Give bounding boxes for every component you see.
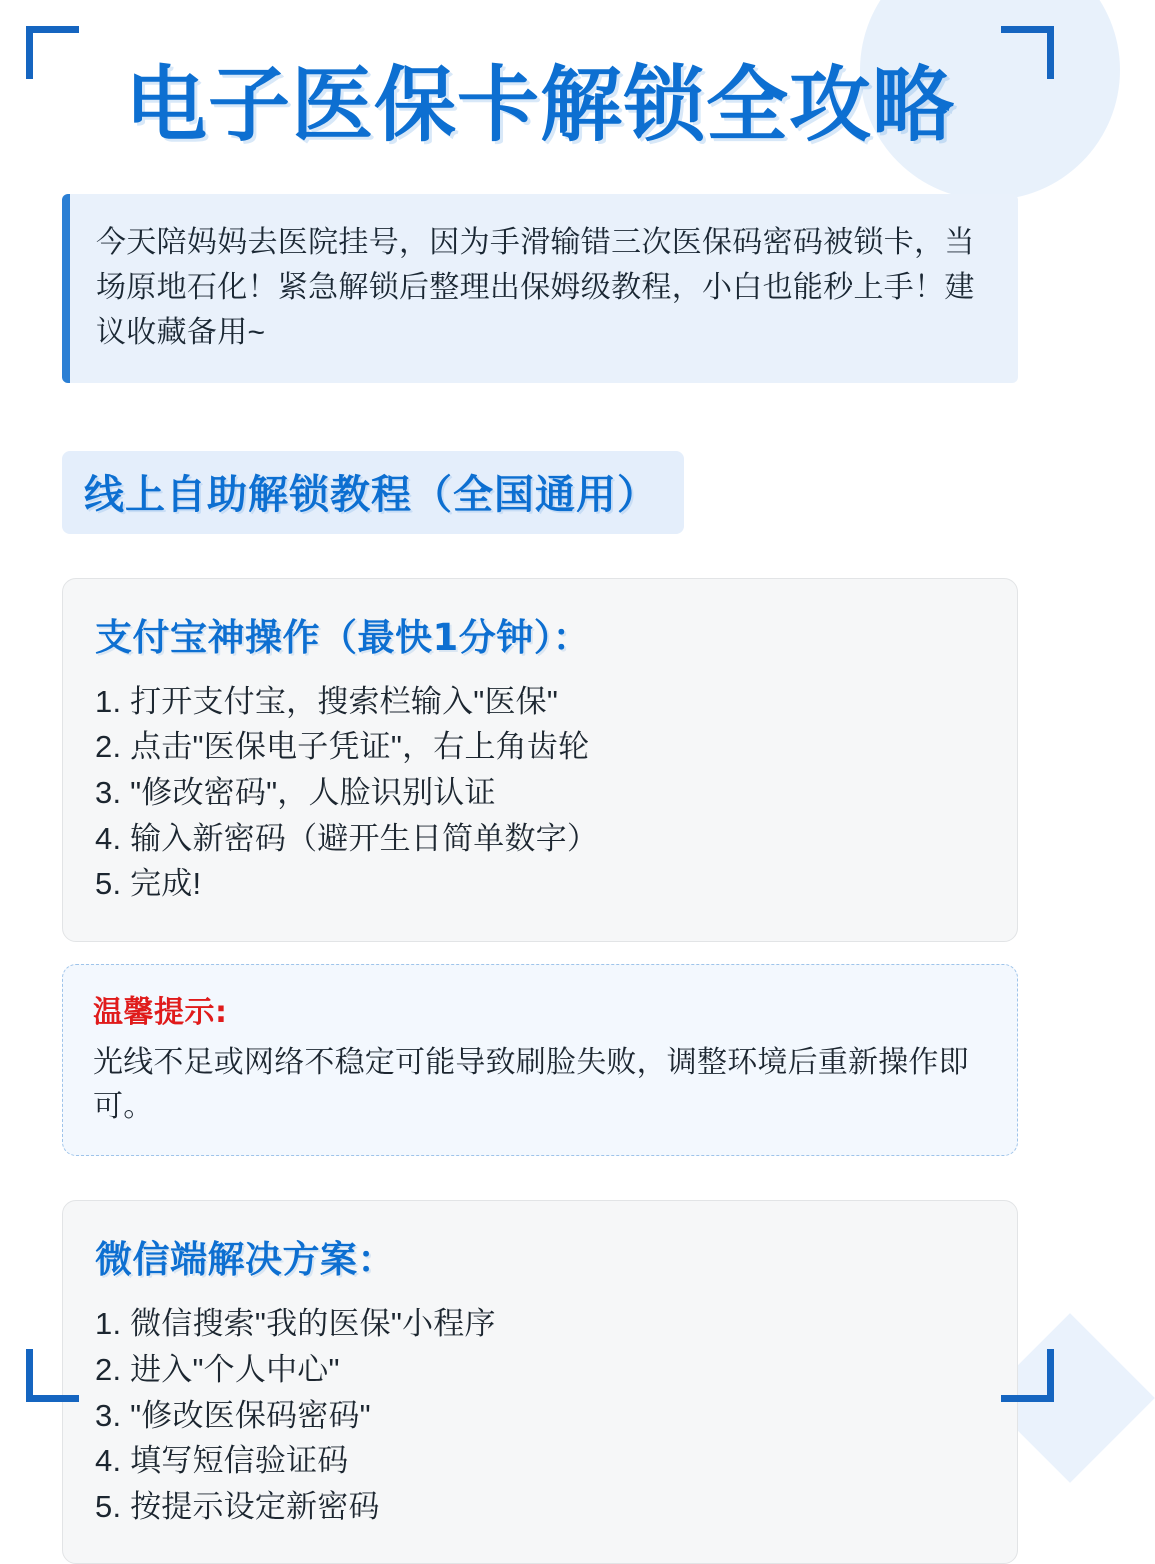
list-item: 2. 进入"个人中心" [95, 1351, 340, 1387]
list-item: 2. 点击"医保电子凭证"，右上角齿轮 [95, 729, 590, 765]
wechat-steps-list [95, 1301, 985, 1529]
list-item: 3. "修改医保码密码" [95, 1397, 371, 1433]
corner-bracket-top-right [1001, 26, 1054, 79]
list-item: 1. 微信搜索"我的医保"小程序 [95, 1306, 496, 1342]
tip-label: 温馨提示: [93, 994, 228, 1030]
list-item: 4. 输入新密码（避开生日简单数字） [95, 820, 599, 856]
wechat-card [62, 1200, 1018, 1564]
corner-bracket-bottom-right [1001, 1349, 1054, 1402]
wechat-card-title: 微信端解决方案： [95, 1238, 395, 1282]
alipay-card [62, 578, 1018, 942]
alipay-steps-list [95, 679, 985, 907]
intro-paragraph: 今天陪妈妈去医院挂号，因为手滑输错三次医保码密码被锁卡，当场原地石化！紧急解锁后整理出保姆级教程，小白也能秒上手！建议收藏备用~ [62, 194, 1018, 383]
section-heading-container [62, 451, 684, 534]
list-item: 5. 按提示设定新密码 [95, 1488, 380, 1524]
list-item: 4. 填写短信验证码 [95, 1443, 349, 1479]
section-heading: 线上自助解锁教程（全国通用） [84, 471, 658, 518]
page-title: 电子医保卡解锁全攻略 [124, 58, 955, 153]
alipay-card-title: 支付宝神操作（最快1分钟）： [95, 615, 591, 659]
list-item: 3. "修改密码"，人脸识别认证 [95, 774, 496, 810]
corner-bracket-bottom-left [26, 1349, 79, 1402]
tip-text: 光线不足或网络不稳定可能导致刷脸失败，调整环境后重新操作即可。 [93, 1045, 969, 1124]
corner-bracket-top-left [26, 26, 79, 79]
tip-card [62, 964, 1018, 1157]
list-item: 1. 打开支付宝，搜索栏输入"医保" [95, 683, 559, 719]
list-item: 5. 完成! [95, 866, 202, 902]
